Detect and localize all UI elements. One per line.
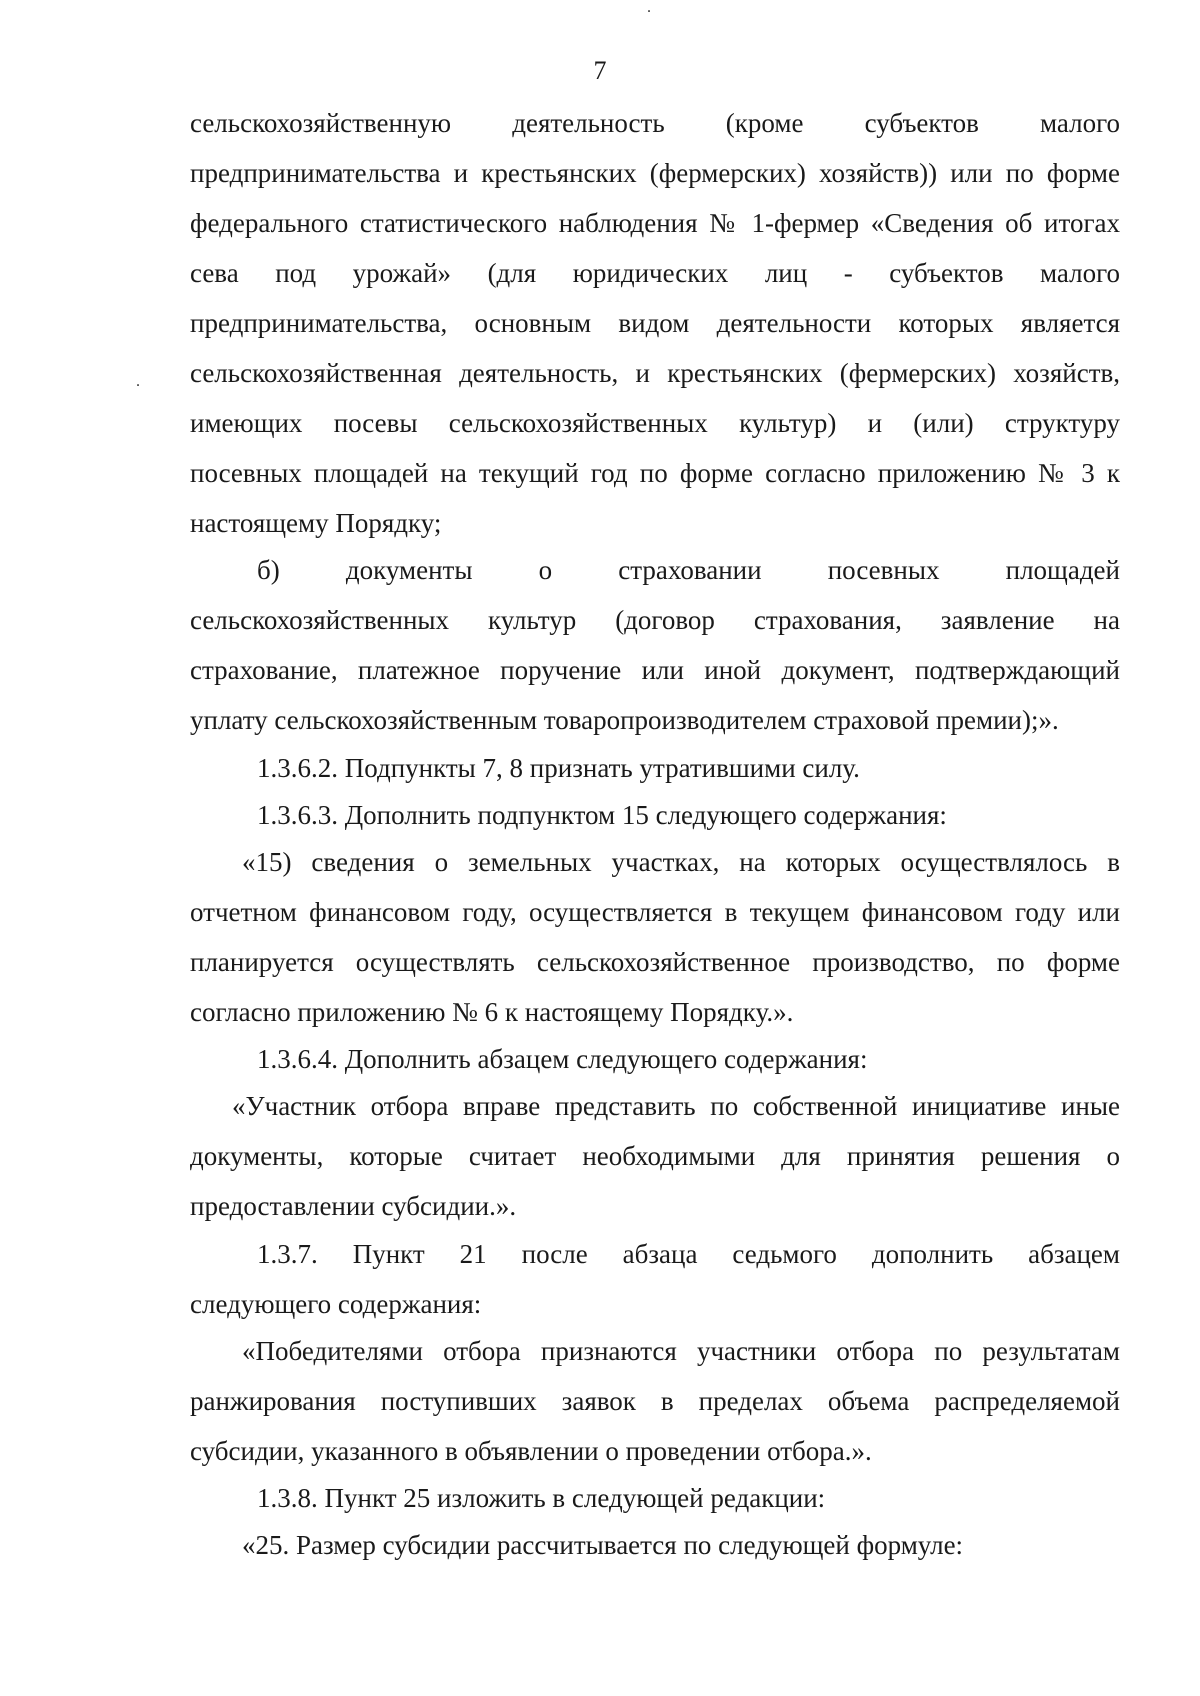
text-line: субсидии, указанного в объявлении о проведении отбора.».	[190, 1436, 872, 1466]
clause-heading-line: 1.3.6.4. Дополнить абзацем следующего содержания:	[257, 1044, 868, 1074]
text-line: сельскохозяйственную деятельность (кроме субъектов малого	[190, 108, 1120, 138]
paragraph-start-line: «Участник отбора вправе представить по собственной инициативе иные	[232, 1091, 1120, 1121]
text-line: планируется осуществлять сельскохозяйственное производство, по форме	[190, 947, 1120, 977]
text-line: посевных площадей на текущий год по форме согласно приложению № 3 к	[190, 458, 1120, 488]
paragraph-start-line: «25. Размер субсидии рассчитывается по следующей формуле:	[242, 1530, 964, 1560]
text-line: согласно приложению № 6 к настоящему Порядку.».	[190, 997, 794, 1027]
scan-dot-mark: ˙	[646, 6, 652, 26]
document-body	[190, 98, 1120, 1570]
scan-dot-mark: ˙	[135, 380, 141, 400]
clause-heading-line: 1.3.7. Пункт 21 после абзаца седьмого дополнить абзацем	[257, 1239, 1120, 1269]
text-line: уплату сельскохозяйственным товаропроизводителем страховой премии);».	[190, 705, 1059, 735]
paragraph-start-line: «15) сведения о земельных участках, на которых осуществлялось в	[242, 847, 1120, 877]
text-line: документы, которые считает необходимыми для принятия решения о	[190, 1141, 1120, 1171]
text-line: предпринимательства и крестьянских (фермерских) хозяйств)) или по форме	[190, 158, 1120, 188]
paragraph-start-line: «Победителями отбора признаются участники отбора по результатам	[242, 1336, 1120, 1366]
text-line: предоставлении субсидии.».	[190, 1191, 517, 1221]
text-line: сева под урожай» (для юридических лиц - субъектов малого	[190, 258, 1120, 288]
clause-heading-line: 1.3.6.3. Дополнить подпунктом 15 следующего содержания:	[257, 800, 947, 830]
text-line: сельскохозяйственных культур (договор страхования, заявление на	[190, 605, 1120, 635]
clause-heading-line: 1.3.6.2. Подпункты 7, 8 признать утратившими силу.	[257, 753, 860, 783]
text-line: настоящему Порядку;	[190, 508, 442, 538]
text-line: имеющих посевы сельскохозяйственных культур) и (или) структуру	[190, 408, 1120, 438]
text-line: страхование, платежное поручение или иной документ, подтверждающий	[190, 655, 1120, 685]
text-line: предпринимательства, основным видом деятельности которых является	[190, 308, 1120, 338]
text-line: ранжирования поступивших заявок в пределах объема распределяемой	[190, 1386, 1120, 1416]
page-number: 7	[593, 56, 607, 85]
text-line: сельскохозяйственная деятельность, и крестьянских (фермерских) хозяйств,	[190, 358, 1120, 388]
paragraph-start-line: б) документы о страховании посевных площадей	[257, 555, 1120, 585]
text-line: следующего содержания:	[190, 1289, 482, 1319]
text-line: федерального статистического наблюдения № 1-фермер «Сведения об итогах	[190, 208, 1120, 238]
text-line: отчетном финансовом году, осуществляется в текущем финансовом году или	[190, 897, 1120, 927]
clause-heading-line: 1.3.8. Пункт 25 изложить в следующей редакции:	[257, 1483, 826, 1513]
